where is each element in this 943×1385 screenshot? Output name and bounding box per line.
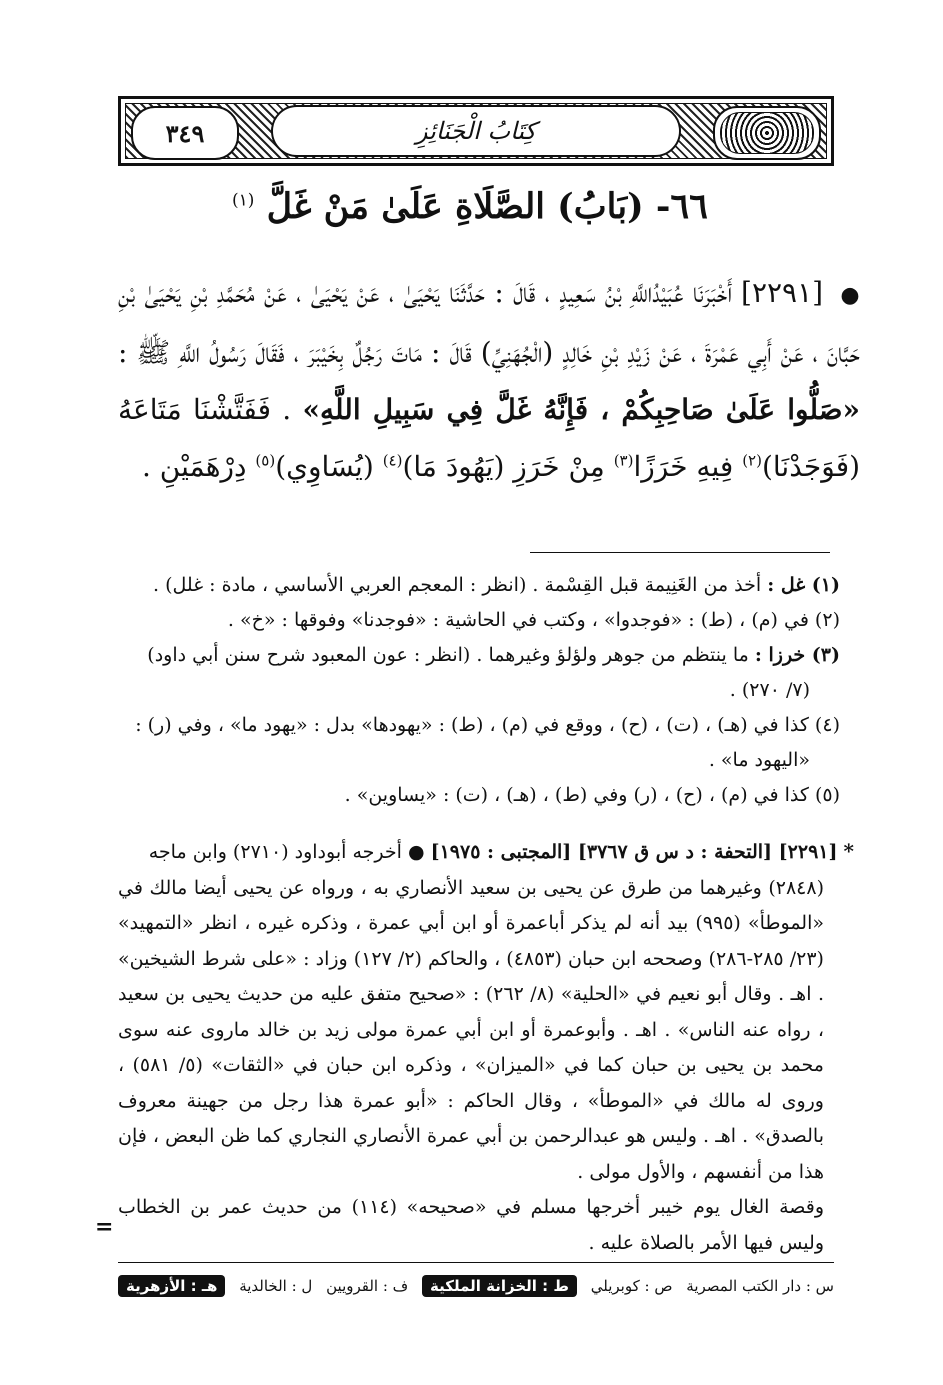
legend-sad: ص : كوبريلي [590, 1277, 673, 1295]
legend-l: ل : الخالدية [239, 1277, 313, 1295]
takhrij-line-1: أخرجه أبوداود (٢٧١٠) وابن ماجه [148, 841, 402, 863]
takhrij-section [118, 834, 854, 1261]
hadith-prophet-quote: «صَلُّوا عَلَىٰ صَاحِبِكُمْ ، فَإِنَّهُ غَلَّ فِي سَبِيلِ اللَّهِ» [302, 393, 861, 426]
hadith-bullet-icon: ● [840, 283, 860, 308]
footnote-2: (٢) في (م) ، (ط) : «فوجدوا» ، وكتب في الحاشية : «فوجدنا» وفوقها : «خ» . [227, 609, 840, 631]
legend-s: س : دار الكتب المصرية [686, 1277, 834, 1295]
legend-t: ط : الخزانة الملكية [422, 1275, 577, 1297]
footnote-4-continuation: «اليهود ما» . [708, 749, 810, 771]
hadith-ref-2: (٢) [742, 451, 762, 470]
hadith-part-5: (يُسَاوِي) [275, 450, 374, 483]
footnotes [118, 568, 840, 813]
page-header [118, 96, 834, 166]
footnote-3-label: (٣) خرزا : [754, 644, 840, 666]
page-number-badge [131, 106, 239, 160]
takhrij-closing: وقصة الغال يوم خيبر أخرجها مسلم في «صحيحه» (١١٤) من حديث عمر بن الخطاب وليس فيها الأمر بالصلاة عليه . [118, 1196, 824, 1254]
chapter-footnote-ref: (١) [232, 190, 255, 211]
hadith-text [118, 264, 860, 495]
footnote-3-text: ما ينتظم من جوهر ولؤلؤ وغيرهما . (انظر : عون المعبود شرح سنن أبي داود) [147, 644, 749, 666]
takhrij-body: (٢٨٤٨) وغيرهما من طرق عن يحيى بن سعيد الأنصاري به ، ورواه عن يحيى أيضا مالك في «الموطأ» (٩٩٥) بيد أنه لم يذكر أباعمرة أو ابن أبي عمرة ، وذكره غيره ، انظر «التمهيد» (٢٣/ ٢٨٥-٢٨٦) وصححه ابن حبان (٤٨٥٣) ، والحاكم (٢/ ١٢٧) وزاد : «على شرط الشيخين» . اهـ . وقال أبو نعيم في «الحلية» (٨/ ٢٦٢) : «صحيح متفق عليه من حديث يحيى بن سعيد ، رواه عنه الناس» . اهـ . وأبوعمرة أو ابن أبي عمرة مولى زيد بن خالد ماروى عنه سوى محمد بن يحيى بن حبان كما في «الميزان» ، وذكره ابن حبان في «الثقات» (٥/ ٥٨١) ، وروى له مالك في «الموطأ» ، وقال الحاكم : «أبو عمرة هذا رجل من جهينة معروف بالصدق» . اهـ . وليس هو عبدالرحمن بن أبي عمرة الأنصاري النجاري كما ظن البعض ، فإن هذا من أنفسهم ، والأول مولى . [118, 876, 825, 1183]
publisher-seal-icon [720, 112, 814, 154]
page-number: ٣٤٩ [165, 118, 205, 148]
chapter-title [100, 186, 840, 227]
hadith-ref-4: (٤) [382, 451, 403, 470]
hadith-part-6: دِرْهَمَيْنِ . [141, 450, 247, 483]
hadith-part-2: . فَفَتَّشْنَا مَتَاعَهُ (فَوَجَدْنَا) [118, 393, 860, 483]
footnotes-separator [530, 552, 830, 553]
footnote-3 [118, 638, 840, 673]
legend-h: هـ : الأزهرية [118, 1275, 225, 1297]
hadith-ref-5: (٥) [255, 451, 276, 470]
hadith-part-4: مِنْ خَرَزِ (يَهُودَ مَا) [402, 450, 605, 483]
footnote-5: (٥) كذا في (م) ، (ح) ، (ر) وفي (ط) ، (هـ) ، (ت) : «يساوين» . [344, 784, 840, 806]
footnote-1-text: أخذ من الغَنِيمة قبل القِسْمة . (انظر : المعجم العربي الأساسي ، مادة : غلل) . [153, 574, 762, 596]
hadith-ref-3: (٣) [613, 451, 634, 470]
footnote-1 [118, 568, 840, 603]
hadith-part-3: فِيهِ خَرَزًا [633, 450, 734, 483]
chapter-title-text: ٦٦- (بَابُ) الصَّلَاةِ عَلَىٰ مَنْ غَلَّ [266, 186, 708, 227]
book-title-box [271, 105, 681, 157]
manuscript-legend [118, 1268, 834, 1304]
footnote-3-continuation: (٧/ ٢٧٠) . [729, 679, 810, 701]
footnote-1-label: (١) غل : [767, 574, 840, 596]
book-title: كِتَابُ الْجَنَائِزِ [415, 117, 537, 145]
continuation-mark: = [95, 1214, 114, 1240]
footnote-4: (٤) كذا في (هـ) ، (ت) ، (ح) ، ووقع في (م) ، (ط) : «يهودها» بدل : «يهود ما» ، وفي (ر) : [135, 714, 840, 736]
takhrij-head-line [118, 834, 854, 871]
publisher-seal-badge [713, 106, 821, 160]
footer-separator [118, 1262, 834, 1263]
takhrij-bullet-icon: ● [407, 841, 425, 863]
hadith-part-1: [٢٢٩١] أَخْبَرَنَا عُبَيْدُاللَّهِ بْنُ سَعِيدٍ ، قَالَ : حَدَّثَنَا يَحْيَىٰ ، عَنْ يَحْيَىٰ ، عَنْ مُحَمَّدِ بْنِ يَحْيَىٰ بْنِ حَبَّانَ ، عَنْ أَبِي عَمْرَةَ ، عَنْ زَيْدِ بْنِ خَالِدٍ (الْجُهَنِيِّ) قَالَ : مَاتَ رَجُلٌ بِخَيْبَرَ ، فَقَالَ رَسُولُ اللَّهِ ﷺ : [118, 276, 860, 369]
legend-f: ف : القرويين [326, 1277, 409, 1295]
takhrij-reference: [٢٢٩١] [التحفة : د س ق ٣٧٦٧] [المجتبى : ١٩٧٥] [430, 841, 838, 863]
asterisk-icon: * [843, 839, 854, 863]
